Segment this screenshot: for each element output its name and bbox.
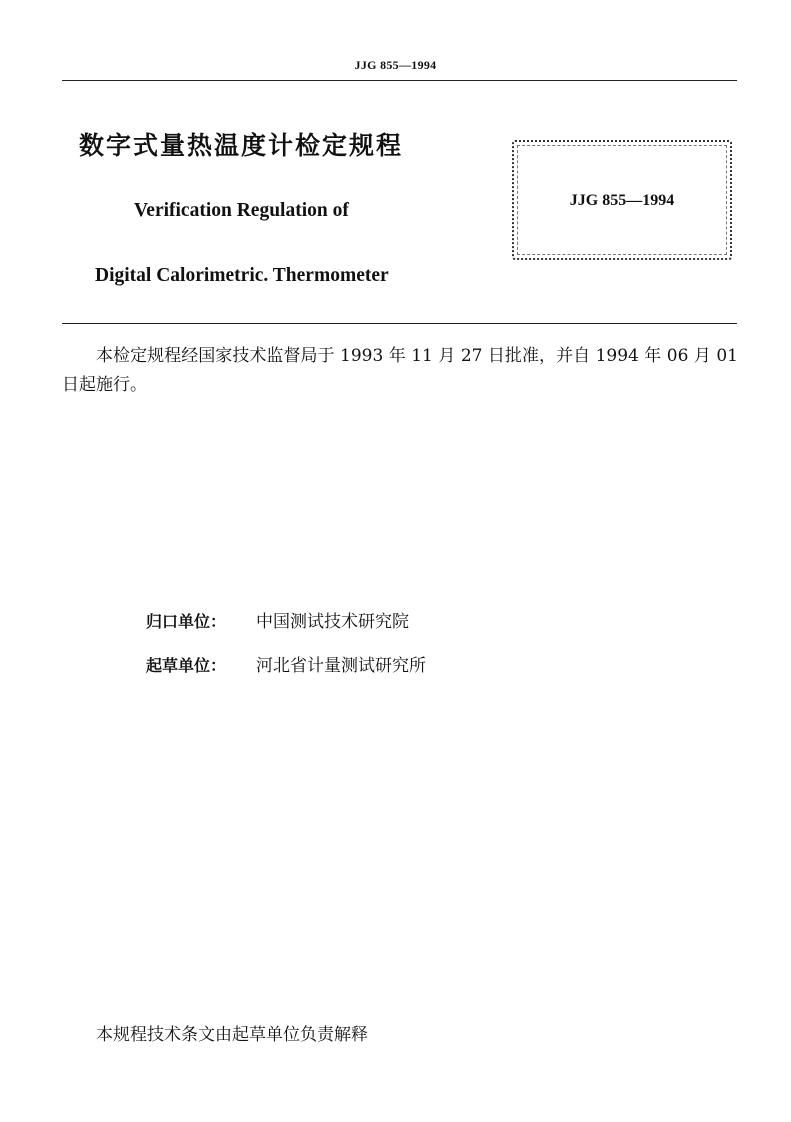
- responsible-unit-row: [146, 607, 409, 632]
- section-divider: [62, 323, 737, 324]
- standard-code-box: [512, 140, 732, 260]
- approval-statement: 本检定规程经国家技术监督局于 1993 年 11 月 27 日批准，并自 1994 年 06 月 01 日起施行。: [62, 346, 738, 395]
- drafting-unit-value: 河北省计量测试研究所: [256, 656, 426, 676]
- header-standard-code: JJG 855—1994: [354, 58, 437, 72]
- header-rule: [62, 80, 737, 81]
- drafting-unit-row: [146, 651, 426, 676]
- responsible-unit-label: 归口单位：: [146, 612, 227, 631]
- title-chinese: 数字式量热温度计检定规程: [79, 131, 404, 160]
- interpretation-note: 本规程技术条文由起草单位负责解释: [96, 1025, 368, 1045]
- drafting-unit-label: 起草单位：: [146, 656, 227, 675]
- title-english-line-2: Digital Calorimetric. Thermometer: [95, 265, 389, 286]
- code-box-label: JJG 855—1994: [569, 192, 675, 209]
- title-english-line-1: Verification Regulation of: [134, 200, 349, 221]
- responsible-unit-value: 中国测试技术研究院: [256, 612, 409, 632]
